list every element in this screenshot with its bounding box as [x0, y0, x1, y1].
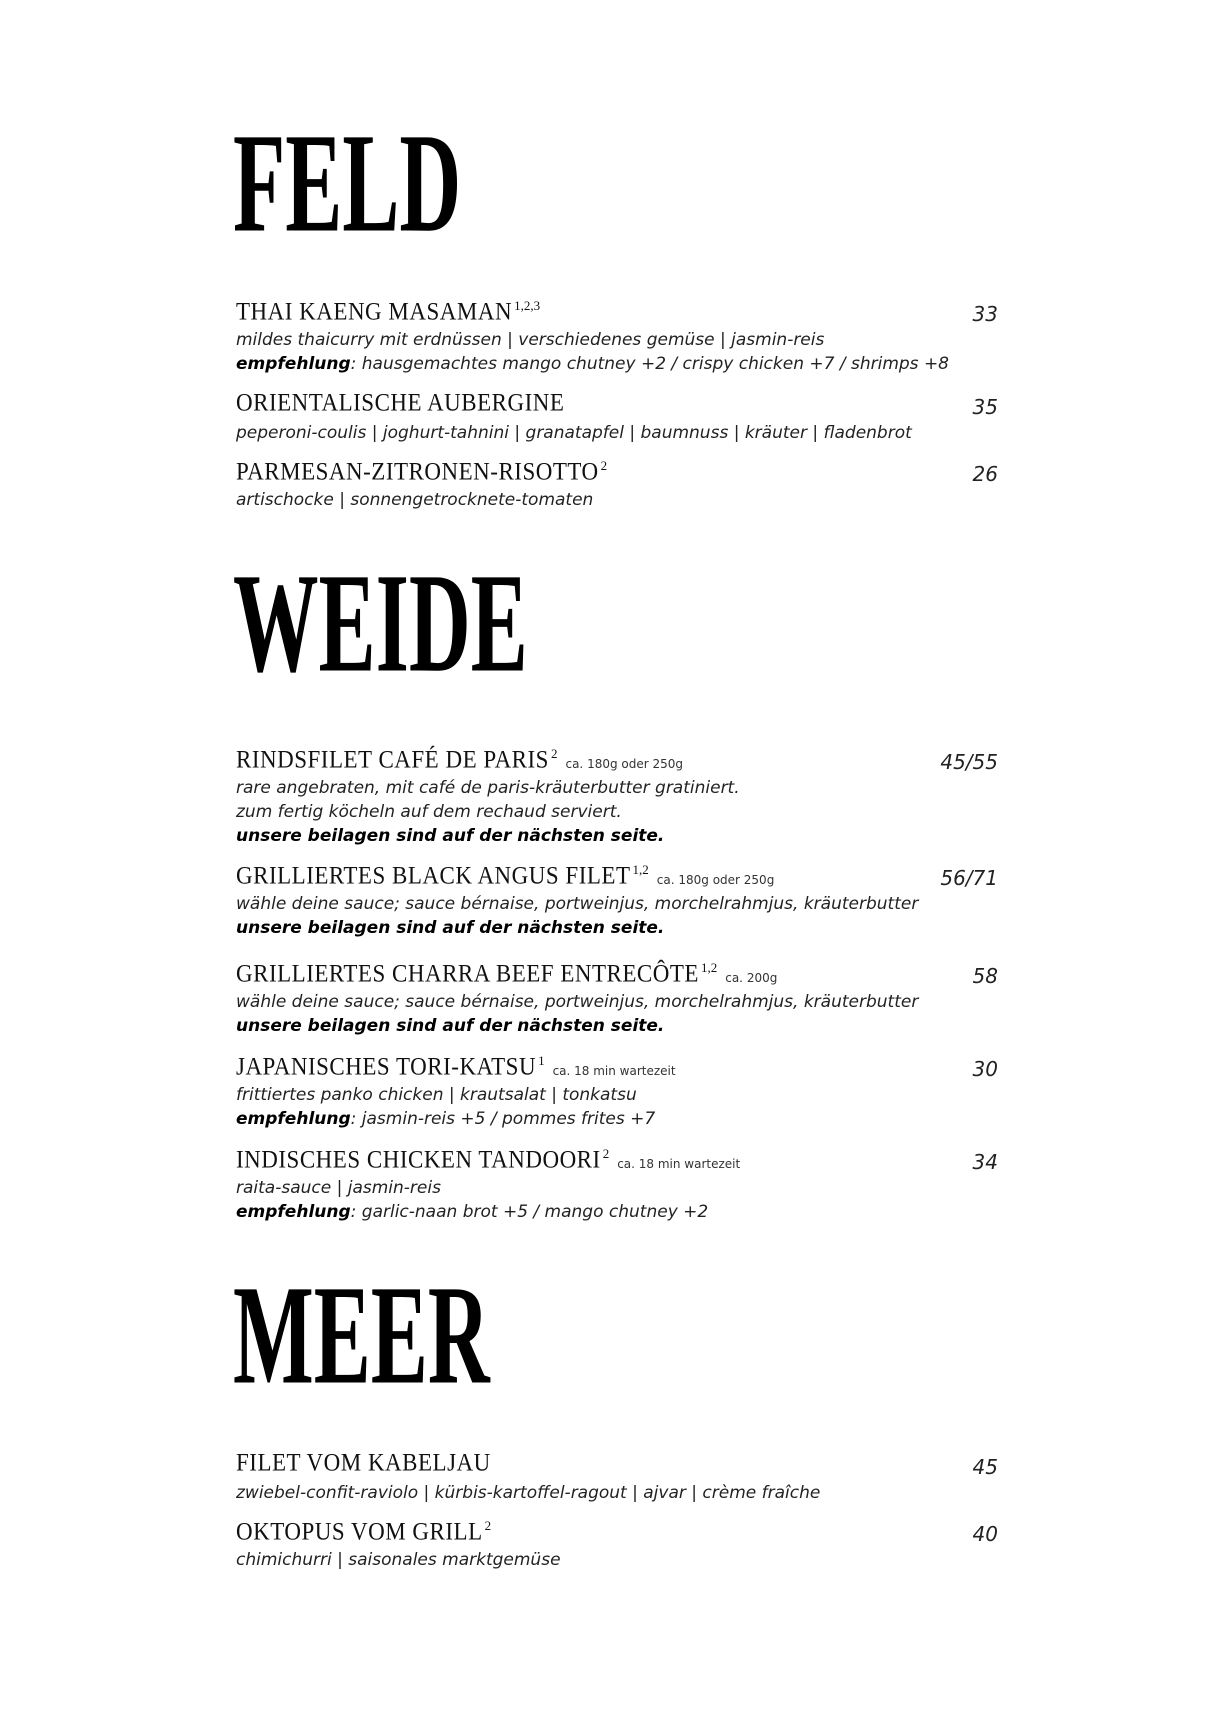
- item-recommendation: [236, 1200, 998, 1224]
- item-description: raita-sauce | jasmin-reis: [236, 1178, 441, 1198]
- section-title-feld: FELD: [233, 103, 462, 262]
- item-name: RINDSFILET CAFÉ DE PARIS: [236, 744, 549, 773]
- menu-item-charra-beef-entrecote: [236, 960, 998, 1038]
- item-price: 35: [972, 395, 998, 419]
- item-price: 26: [972, 462, 998, 486]
- menu-item-parmesan-zitronen-risotto: [236, 458, 998, 512]
- item-description: peperoni-coulis | joghurt-tahnini | granatapfel | baumnuss | kräuter | fladenbrot: [236, 423, 912, 443]
- item-sides-note: unsere beilagen sind auf der nächsten seite.: [236, 918, 665, 938]
- item-wait-note: ca. 18 min wartezeit: [552, 1064, 676, 1078]
- item-price: 33: [972, 302, 998, 326]
- item-weight-note: ca. 200g: [725, 971, 778, 985]
- item-weight-note: ca. 180g oder 250g: [565, 757, 684, 771]
- item-price: 45/55: [940, 750, 998, 774]
- allergen-sup: 1: [538, 1053, 545, 1068]
- menu-item-tori-katsu: [236, 1053, 998, 1131]
- item-name: OKTOPUS VOM GRILL: [236, 1516, 483, 1545]
- item-sides-note: unsere beilagen sind auf der nächsten seite.: [236, 1016, 665, 1036]
- allergen-sup: 2: [600, 458, 608, 473]
- item-wait-note: ca. 18 min wartezeit: [617, 1157, 741, 1171]
- item-name: FILET VOM KABELJAU: [236, 1447, 491, 1476]
- recommendation-label: empfehlung: [236, 354, 351, 374]
- allergen-sup: 1,2: [700, 960, 718, 975]
- menu-item-thai-kaeng-masaman: [236, 298, 998, 376]
- item-name: INDISCHES CHICKEN TANDOORI: [236, 1144, 601, 1173]
- recommendation-text: : hausgemachtes mango chutney +2 / crispy chicken +7 / shrimps +8: [350, 354, 950, 374]
- recommendation-label: empfehlung: [236, 1109, 351, 1129]
- menu-item-black-angus-filet: [236, 862, 998, 940]
- item-price: 58: [972, 964, 998, 988]
- menu-item-oktopus-vom-grill: [236, 1518, 998, 1572]
- item-price: 40: [972, 1522, 998, 1546]
- recommendation-text: : jasmin-reis +5 / pommes frites +7: [350, 1109, 656, 1129]
- item-description: zum fertig köcheln auf dem rechaud serviert.: [236, 802, 622, 822]
- item-price: 34: [972, 1150, 998, 1174]
- menu-item-rindsfilet-cafe-de-paris: [236, 746, 998, 848]
- item-description: chimichurri | saisonales marktgemüse: [236, 1550, 561, 1570]
- item-description: rare angebraten, mit café de paris-kräuterbutter gratiniert.: [236, 778, 740, 798]
- item-description: wähle deine sauce; sauce bérnaise, portweinjus, morchelrahmjus, kräuterbutter: [236, 992, 919, 1012]
- item-price: 45: [972, 1455, 998, 1479]
- item-recommendation: [236, 1107, 998, 1131]
- item-name: PARMESAN-ZITRONEN-RISOTTO: [236, 456, 599, 485]
- item-name: THAI KAENG MASAMAN: [236, 296, 513, 325]
- item-price: 30: [972, 1057, 998, 1081]
- allergen-sup: 1,2,3: [514, 298, 541, 313]
- item-name: GRILLIERTES BLACK ANGUS FILET: [236, 860, 631, 889]
- allergen-sup: 1,2: [632, 862, 649, 877]
- recommendation-label: empfehlung: [236, 1202, 351, 1222]
- item-name: ORIENTALISCHE AUBERGINE: [236, 387, 565, 416]
- item-name: JAPANISCHES TORI-KATSU: [236, 1051, 537, 1080]
- item-price: 56/71: [940, 866, 998, 890]
- item-sides-note: unsere beilagen sind auf der nächsten seite.: [236, 826, 665, 846]
- item-description: artischocke | sonnengetrocknete-tomaten: [236, 490, 594, 510]
- allergen-sup: 2: [484, 1518, 492, 1533]
- allergen-sup: 2: [602, 1146, 610, 1161]
- item-description: frittiertes panko chicken | krautsalat | tonkatsu: [236, 1085, 637, 1105]
- menu-item-chicken-tandoori: [236, 1146, 998, 1224]
- menu-item-orientalische-aubergine: [236, 387, 998, 445]
- item-weight-note: ca. 180g oder 250g: [656, 873, 775, 887]
- item-description: mildes thaicurry mit erdnüssen | verschiedenes gemüse | jasmin-reis: [236, 330, 825, 350]
- item-description: wähle deine sauce; sauce bérnaise, portweinjus, morchelrahmjus, kräuterbutter: [236, 894, 919, 914]
- menu-item-filet-vom-kabeljau: [236, 1447, 998, 1505]
- allergen-sup: 2: [550, 746, 558, 761]
- item-recommendation: [236, 352, 998, 376]
- item-description: zwiebel-confit-raviolo | kürbis-kartoffel-ragout | ajvar | crème fraîche: [236, 1483, 821, 1503]
- recommendation-text: : garlic-naan brot +5 / mango chutney +2: [350, 1202, 709, 1222]
- section-title-meer: MEER: [233, 1255, 490, 1414]
- item-name: GRILLIERTES CHARRA BEEF ENTRECÔTE: [236, 958, 699, 987]
- section-title-weide: WEIDE: [233, 543, 528, 702]
